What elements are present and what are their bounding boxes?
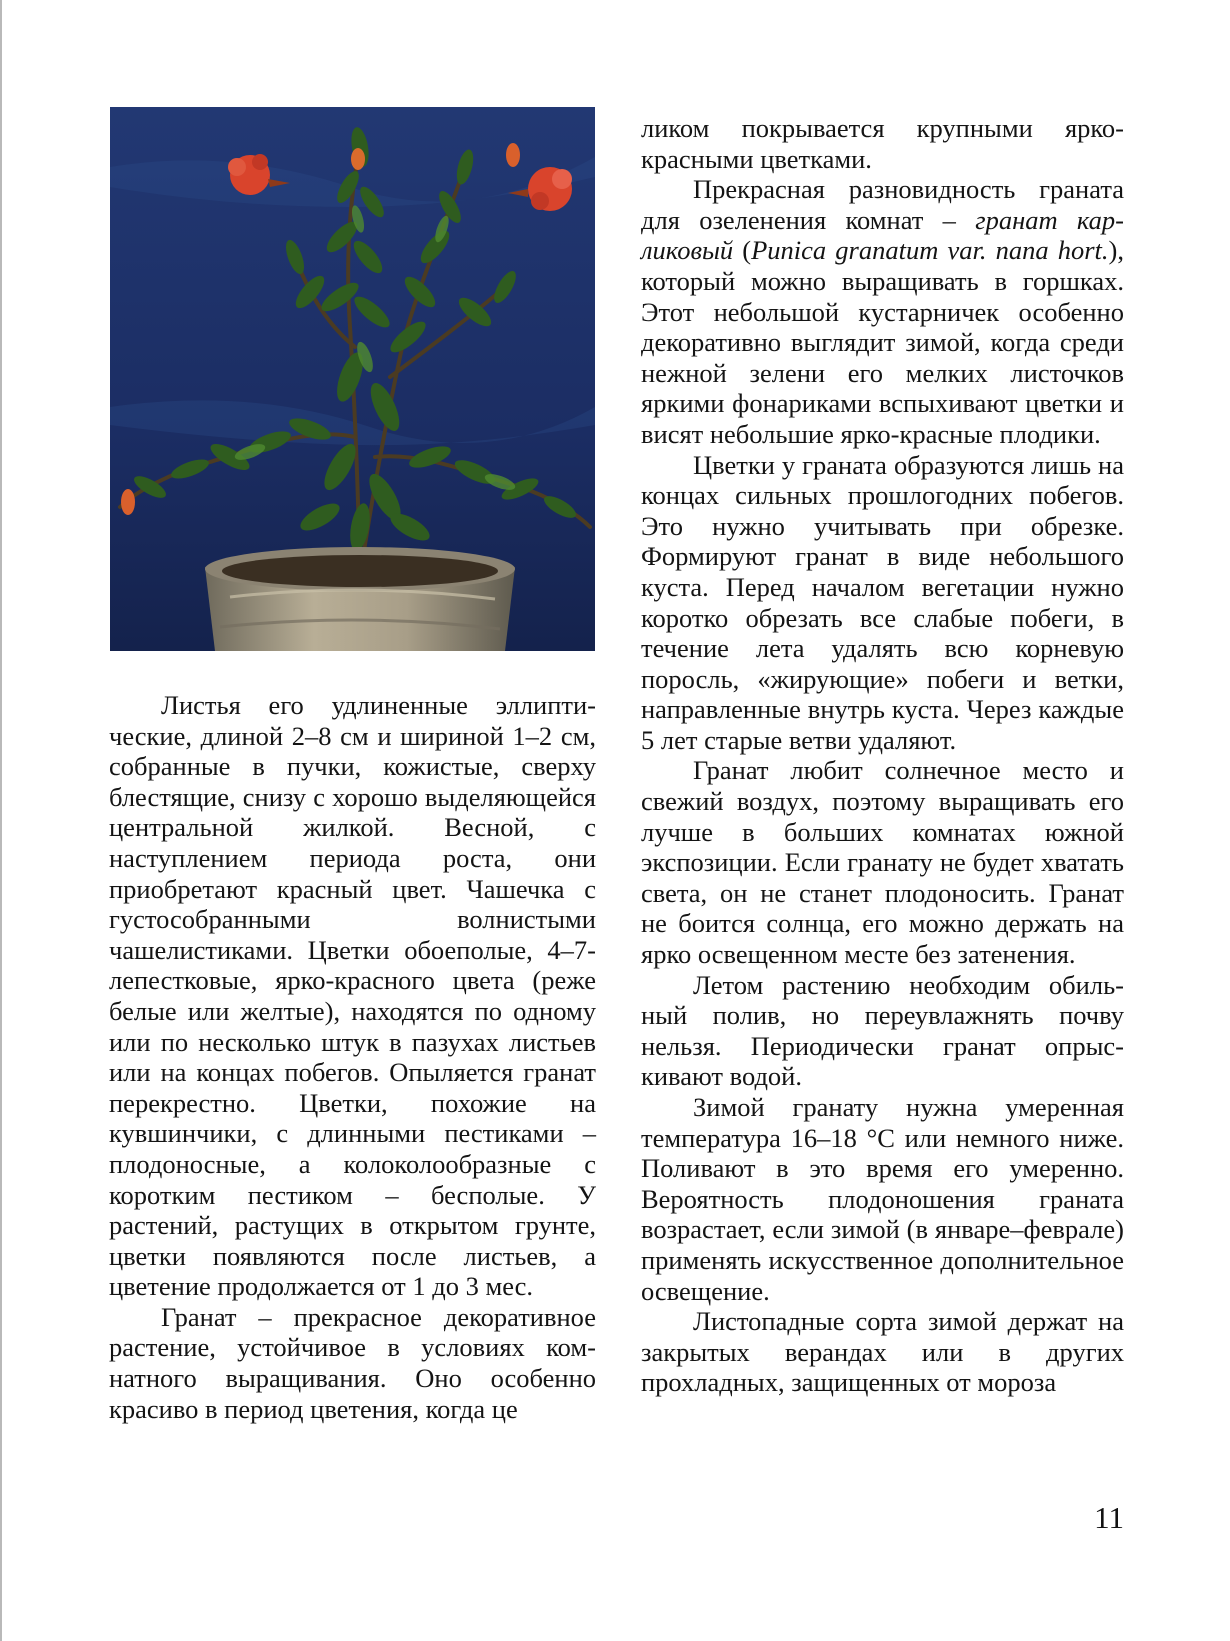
- page-number: 11: [1094, 1500, 1124, 1535]
- paragraph: Гранат любит солнечное место и свежий воздух, поэтому выращивать его лучше в больших комнатах южной экспозиции. Если гранату не будет хватать света, он не станет плодоносить. Гранат не боится солнца, его можно держать на ярко освещенном месте без затенения.: [641, 755, 1124, 970]
- paragraph: Листья его удлиненные эллиптические, длиной 2–8 см и шириной 1–2 см, собранные в пучки, кожистые, сверху блестящие, снизу с хорошо выделяющейся центральной жилкой. Весной, с наступлением периода роста, они приобретают красный цвет. Чашечка с густособранными волнистыми чашелистиками. Цветки обоеполые, 4–7-лепестковые, ярко-красного цвета (реже белые или желтые), находятся по одному или по несколько штук в пазухах листьев или на концах побегов. Опыляется гранат перекрестно. Цветки, похожие на кувшинчики, с длинными пестиками – плодоносные, а колоколообразные с коротким пестиком – бесполые. У растений, растущих в открытом грунте, цветки появляются после листьев, а цветение продолжается от 1 до 3 мес.: [109, 690, 596, 1302]
- paragraph: Зимой гранату нужна умеренная температура 16–18 °С или немного ниже. Поливают в это время его умеренно. Вероятность плодоношения граната возрастает, если зимой (в январе–феврале) применять искусственное дополнительное освещение.: [641, 1092, 1124, 1306]
- text-run: Прекрасная разновидность граната для озеленения комнат –: [641, 174, 1124, 235]
- page-edge: [0, 0, 2, 1641]
- paragraph: Гранат – прекрасное декоративное растение, устойчивое в условиях комнатного выращивания. Оно особенно красиво в период цветения, когда це: [109, 1301, 596, 1424]
- pomegranate-photo: [110, 107, 595, 651]
- paragraph: Листопадные сорта зимой держат на закрытых верандах или в других прохладных, защищенных от мороза: [641, 1306, 1124, 1398]
- paragraph-dwarf-pomegranate: [641, 174, 1124, 449]
- text-column-left: [109, 690, 596, 1424]
- text-run: (: [733, 235, 752, 266]
- paragraph: Цветки у граната образуются лишь на концах сильных прошлогодних побегов. Это нужно учитывать при обрезке. Формируют гранат в виде небольшого куста. Перед началом вегетации нужно коротко обрезать все слабые побеги, в течение лета удалять всю корневую поросль, «жирующие» побеги и ветки, направленные внутрь куста. Через каждые 5 лет старые ветви удаляют.: [641, 449, 1124, 755]
- paragraph-continuation: ликом покрывается крупными ярко-красными цветками.: [641, 113, 1124, 174]
- paragraph: Летом растению необходим обильный полив, но переувлажнять почву нельзя. Периодически гранат опрыскивают водой.: [641, 969, 1124, 1092]
- italic-plant-name: гранат карликовый: [641, 204, 1124, 266]
- latin-name: Punica granatum var. nana hort.: [751, 235, 1109, 266]
- text-run: ), который можно выращивать в горшках. Этот небольшой кустарничек особенно декоративно выглядит зимой, когда среди нежной зелени его мелких листочков яркими фонариками вспыхивают цветки и висят небольшие ярко-красные плодики.: [641, 235, 1124, 449]
- pomegranate-plant-illustration: [110, 107, 595, 651]
- text-column-right: [641, 113, 1124, 1398]
